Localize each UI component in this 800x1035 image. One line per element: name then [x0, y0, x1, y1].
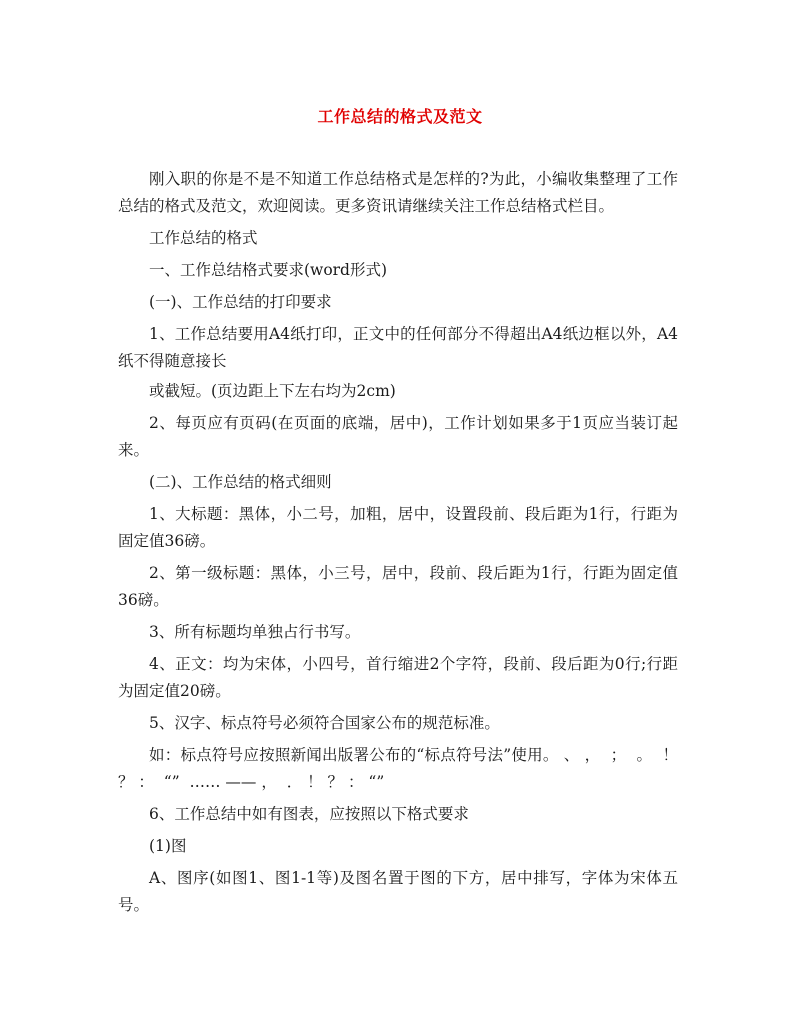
paragraph-titles-own-line: 3、所有标题均单独占行书写。 [149, 623, 361, 641]
heading-format-details: (二)、工作总结的格式细则 [149, 473, 332, 491]
heading-print-requirements: (一)、工作总结的打印要求 [149, 293, 332, 311]
heading-requirements: 一、工作总结格式要求(word形式) [149, 261, 388, 279]
paragraph-level1-title-style: 2、第一级标题：黑体，小三号，居中，段前、段后距为1行，行距为固定值36磅。 [118, 564, 678, 609]
heading-figures: (1)图 [149, 837, 187, 855]
paragraph-punctuation-standard: 5、汉字、标点符号必须符合国家公布的规范标准。 [149, 714, 500, 732]
paragraph-margins: 或截短。(页边距上下左右均为2cm) [149, 382, 396, 400]
paragraph-intro: 刚入职的你是不是不知道工作总结格式是怎样的?为此，小编收集整理了工作总结的格式及范文，欢迎阅读。更多资讯请继续关注工作总结格式栏目。 [118, 170, 678, 215]
paragraph-main-title-style: 1、大标题：黑体，小二号，加粗，居中，设置段前、段后距为1行，行距为固定值36磅。 [118, 505, 678, 550]
paragraph-a4-paper: 1、工作总结要用A4纸打印，正文中的任何部分不得超出A4纸边框以外，A4纸不得随意接长 [118, 325, 678, 370]
paragraph-page-numbers: 2、每页应有页码(在页面的底端，居中)，工作计划如果多于1页应当装订起来。 [118, 414, 678, 459]
paragraph-figures-tables: 6、工作总结中如有图表，应按照以下格式要求 [149, 805, 469, 823]
document-title: 工作总结的格式及范文 [317, 107, 483, 126]
paragraph-body-text-style: 4、正文：均为宋体，小四号，首行缩进2个字符，段前、段后距为0行;行距为固定值20磅。 [118, 655, 678, 700]
paragraph-figure-caption: A、图序(如图1、图1-1等)及图名置于图的下方，居中排写，字体为宋体五号。 [118, 869, 678, 914]
heading-format: 工作总结的格式 [149, 229, 258, 247]
paragraph-punctuation-example: 如：标点符号应按照新闻出版署公布的“标点符号法”使用。 、 ， ； 。 ！ ？ ： “” …… —— ， ． ！ ？ ： “” [118, 746, 683, 791]
document-body [118, 166, 683, 924]
